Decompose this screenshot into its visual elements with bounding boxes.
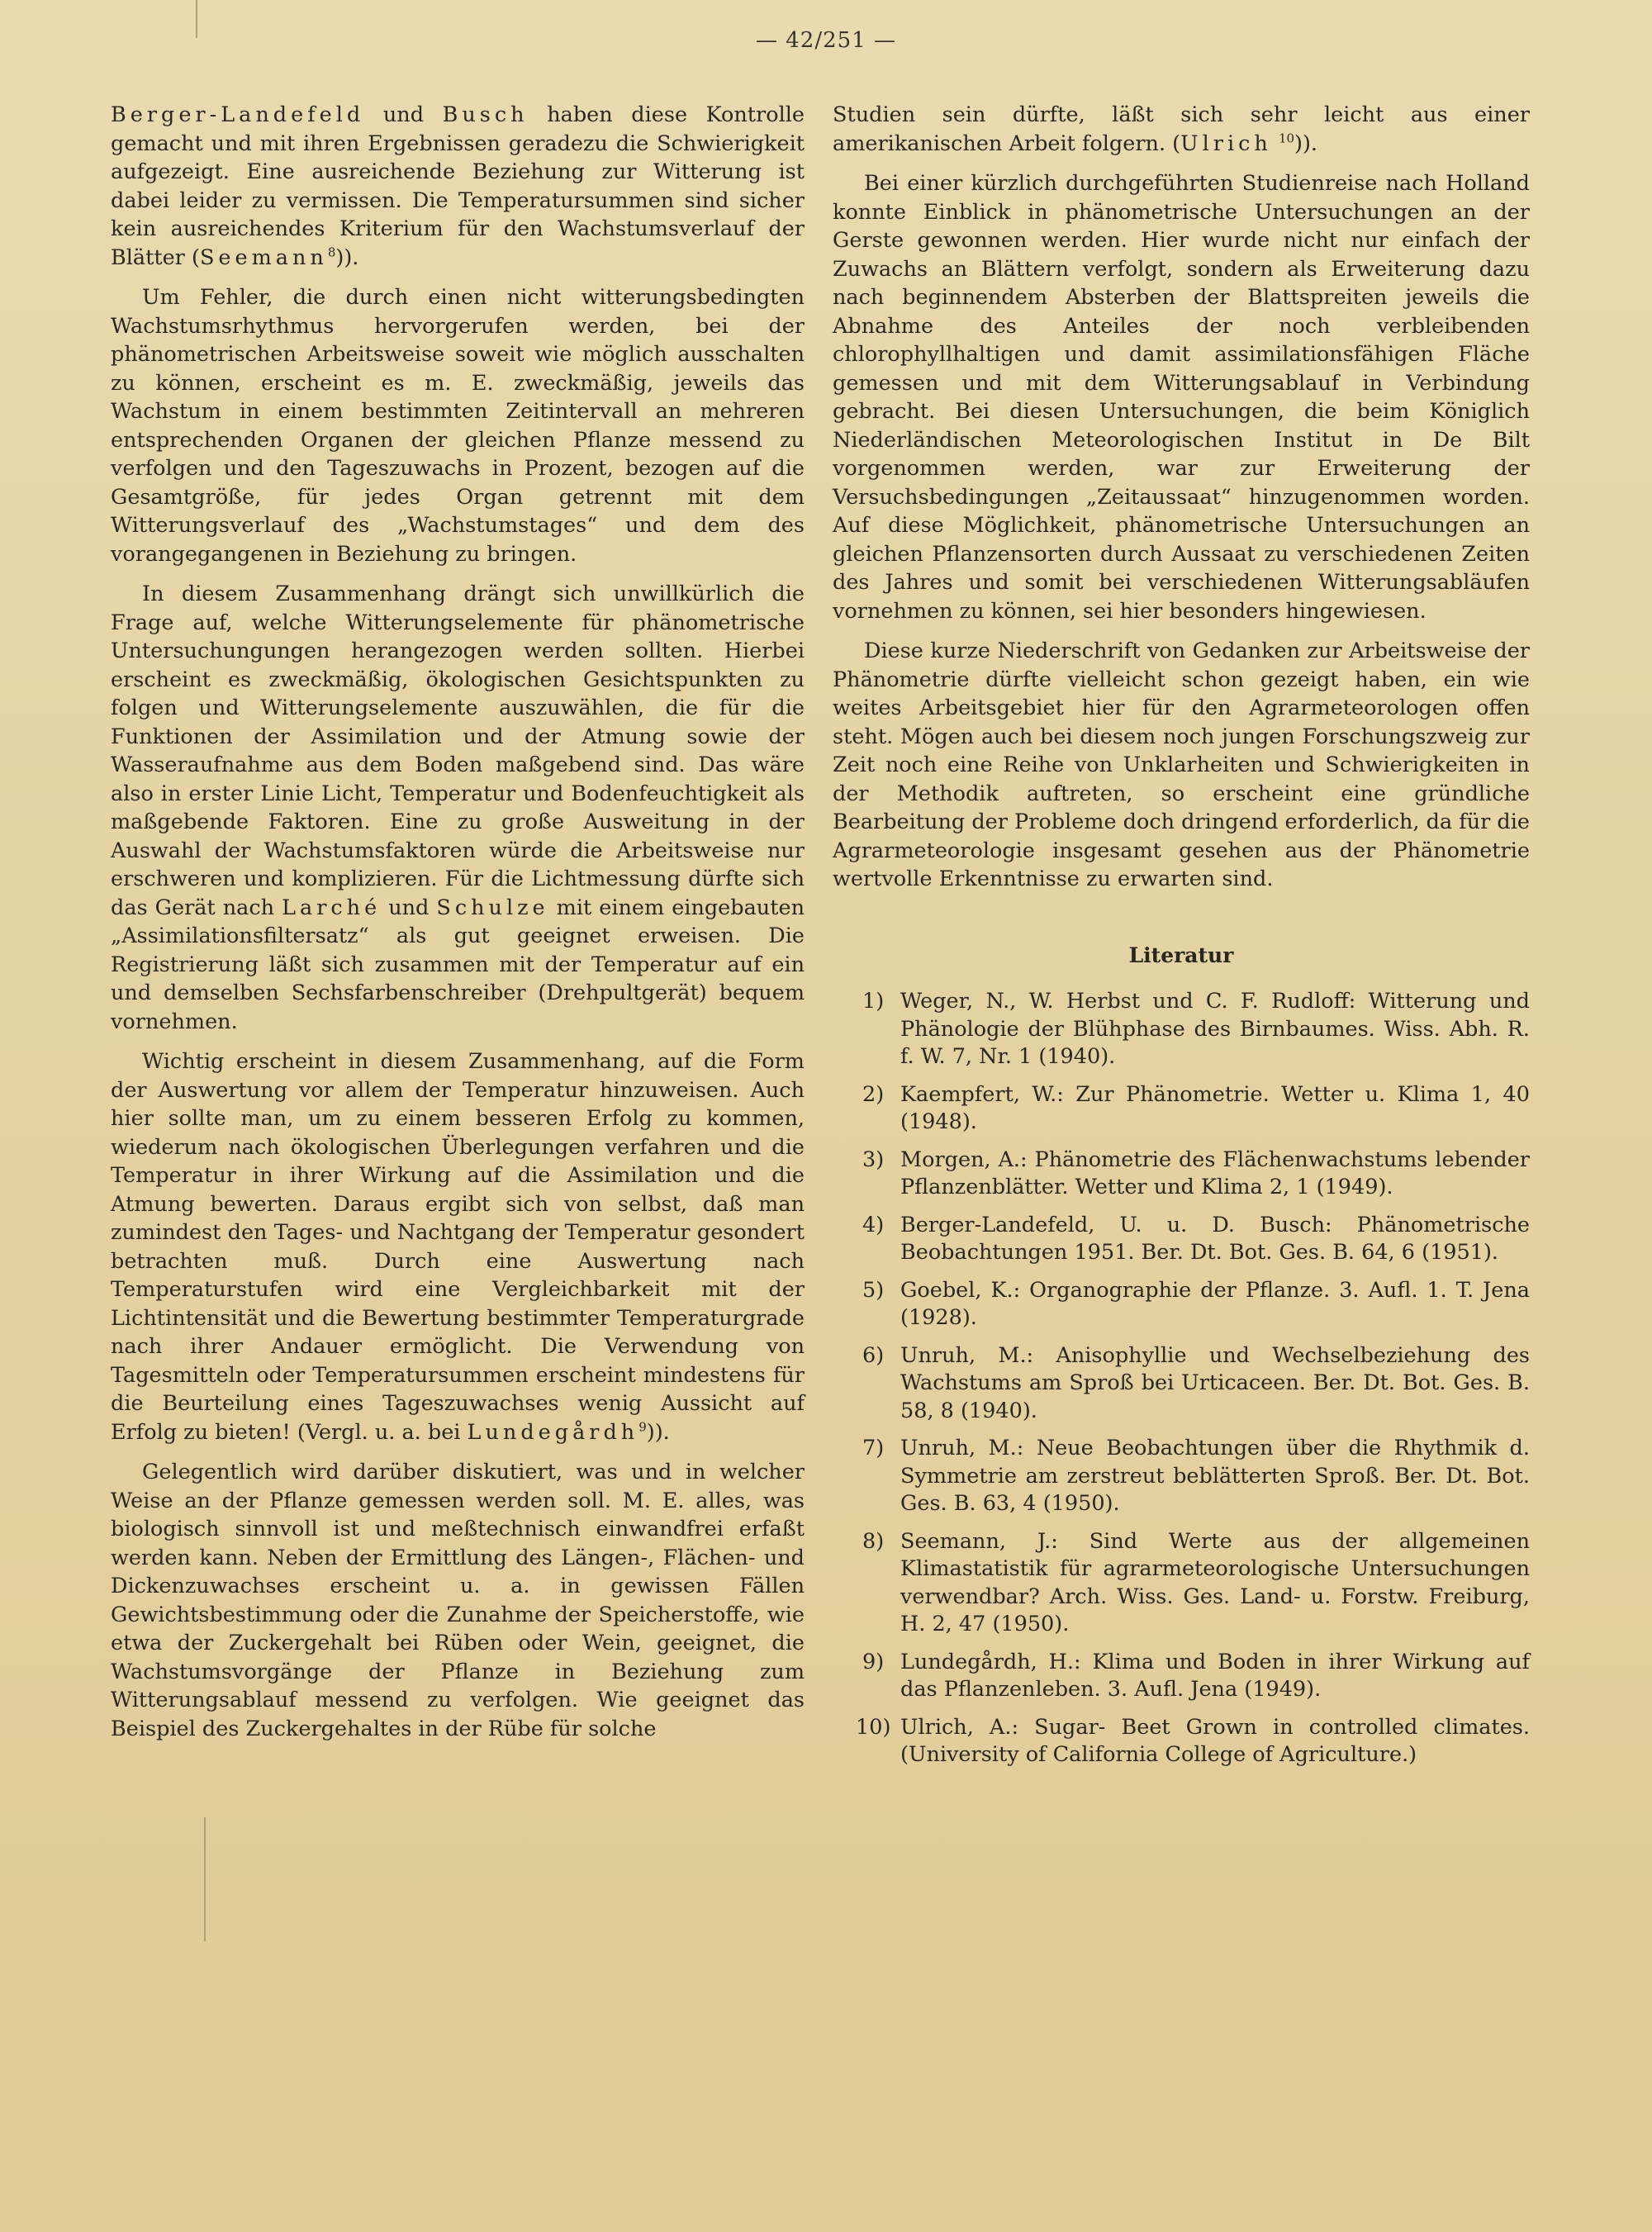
reference-item: 8) Seemann, J.: Sind Werte aus der allgemeinen Klimastatistik für agrarmeteorologische Untersuchungen verwendbar? Arch. Wiss. Ges. Land- u. Forstw. Freiburg, H. 2, 47 (1950).: [862, 1528, 1530, 1636]
paragraph: Gelegentlich wird darüber diskutiert, was und in welcher Weise an der Pflanze gemessen werden soll. M. E. alles, was biologisch sinnvoll ist und meßtechnisch einwandfrei erfaßt werden kann. Neben der Ermittlung des Längen-, Flächen- und Dickenzuwachses erscheint u. a. in gewissen Fällen Gewichtsbestimmung oder die Zunahme der Speicherstoffe, wie etwa der Zuckergehalt bei Rüben oder Wein, geeignet, die Wachstumsvorgänge der Pflanze in Beziehung zum Witterungsablauf messend zu verfolgen. Wie geeignet das Beispiel des Zuckergehaltes in der Rübe für solche: [111, 1460, 805, 1741]
reference-item: 5) Goebel, K.: Organographie der Pflanze. 3. Aufl. 1. T. Jena (1928).: [862, 1277, 1530, 1330]
reference-item: 10) Ulrich, A.: Sugar- Beet Grown in controlled climates. (University of California College of Agriculture.): [856, 1714, 1530, 1767]
paragraph: Wichtig erscheint in diesem Zusammenhang, auf die Form der Auswertung vor allem der Temperatur hinzuweisen. Auch hier sollte man, um zu einem besseren Erfolg zu kommen, wiederum nach ökologischen Überlegungen verfahren und die Temperatur in ihrer Wirkung auf die Assimilation und die Atmung bewerten. Daraus ergibt sich von selbst, daß man zumindest den Tages- und Nachtgang der Temperatur gesondert betrachten muß. Durch eine Auswertung nach Temperaturstufen wird eine Vergleichbarkeit mit der Lichtintensität und die Bewertung bestimmter Temperaturgrade nach ihrer Andauer ermöglicht. Die Verwendung von Tagesmitteln oder Temperatursummen erscheint mindestens für die Beurteilung eines Tageszuwachses wenig Aussicht auf Erfolg zu bieten! (Vergl. u. a. bei Lundegårdh$^9$)).: [111, 1049, 805, 1445]
paragraph: Um Fehler, die durch einen nicht witterungsbedingten Wachstumsrhythmus hervorgerufen werden, bei der phänometrischen Arbeitsweise soweit wie möglich ausschalten zu können, erscheint es m. E. zweckmäßig, jeweils das Wachstum in einem bestimmten Zeitintervall an mehreren entsprechenden Organen der gleichen Pflanze messend zu verfolgen und den Tageszuwachs in Prozent, bezogen auf die Gesamtgröße, für jedes Organ getrennt mit dem Witterungsverlauf des „Wachstumstages“ und dem des vorangegangenen in Beziehung zu bringen.: [111, 285, 805, 567]
reference-item: 3) Morgen, A.: Phänometrie des Flächenwachstums lebender Pflanzenblätter. Wetter und Klima 2, 1 (1949).: [862, 1147, 1530, 1199]
reference-item: 1) Weger, N., W. Herbst und C. F. Rudloff: Witterung und Phänologie der Blühphase des Birnbaumes. Wiss. Abh. R. f. W. 7, Nr. 1 (1940).: [862, 989, 1530, 1069]
reference-item: 2) Kaempfert, W.: Zur Phänometrie. Wetter u. Klima 1, 40 (1948).: [862, 1081, 1530, 1134]
reference-item: 9) Lundegårdh, H.: Klima und Boden in ihrer Wirkung auf das Pflanzenleben. 3. Aufl. Jena (1949).: [862, 1649, 1530, 1702]
left-column: [111, 101, 805, 1755]
margin-line-bottom: [204, 1817, 206, 1941]
reference-list: [833, 988, 1530, 1769]
reference-item: 6) Unruh, M.: Anisophyllie und Wechselbeziehung des Wachstums am Sproß bei Urticaceen. Ber. Dt. Bot. Ges. B. 58, 8 (1940).: [862, 1342, 1530, 1423]
page-number: — 42/251 —: [756, 28, 896, 53]
reference-item: 7) Unruh, M.: Neue Beobachtungen über die Rhythmik d. Symmetrie am zerstreut beblätterten Sproß. Ber. Dt. Bot. Ges. B. 63, 4 (1950).: [862, 1436, 1530, 1516]
paragraph: Berger-Landefeld und Busch haben diese Kontrolle gemacht und mit ihren Ergebnissen geradezu die Schwierigkeit aufgezeigt. Eine ausreichende Beziehung zur Witterung ist dabei leider zu vermissen. Die Temperatursummen sind sicher kein ausreichendes Kriterium für den Wachstumsverlauf der Blätter (Seemann$^8$)).: [111, 102, 805, 270]
reference-item: 4) Berger-Landefeld, U. u. D. Busch: Phänometrische Beobachtungen 1951. Ber. Dt. Bot. Ges. B. 64, 6 (1951).: [862, 1212, 1530, 1265]
paragraph: Bei einer kürzlich durchgeführten Studienreise nach Holland konnte Einblick in phänometrische Untersuchungen an der Gerste gewonnen werden. Hier wurde nicht nur einfach der Zuwachs an Blättern verfolgt, sondern als Erweiterung dazu nach beginnendem Absterben der Blattspreiten jeweils die Abnahme des Anteiles der noch verbleibenden chlorophyllhaltigen und damit assimilationsfähigen Fläche gemessen und mit dem Witterungsablauf in Verbindung gebracht. Bei diesen Untersuchungen, die beim Königlich Niederländischen Meteorologischen Institut in De Bilt vorgenommen werden, war zur Erweiterung der Versuchsbedingungen „Zeitaussaat“ hinzugenommen worden. Auf diese Möglichkeit, phänometrische Untersuchungen an gleichen Pflanzensorten durch Aussaat zu verschiedenen Zeiten des Jahres und somit bei verschiedenen Witterungsabläufen vornehmen zu können, sei hier besonders hingewiesen.: [833, 171, 1530, 624]
paragraph: In diesem Zusammenhang drängt sich unwillkürlich die Frage auf, welche Witterungselemente für phänometrische Untersuchungungen herangezogen werden sollten. Hierbei erscheint es zweckmäßig, ökologischen Gesichtspunkten zu folgen und Witterungselemente auszuwählen, die für die Funktionen der Assimilation und der Atmung sowie der Wasseraufnahme aus dem Boden maßgebend sind. Das wäre also in erster Linie Licht, Temperatur und Bodenfeuchtigkeit als maßgebende Faktoren. Eine zu große Ausweitung in der Auswahl der Wachstumsfaktoren würde die Arbeitsweise nur erschweren und komplizieren. Für die Lichtmessung dürfte sich das Gerät nach Larché und Schulze mit einem eingebauten „Assimilationsfiltersatz“ als gut geeignet erweisen. Die Registrierung läßt sich zusammen mit der Temperatur auf ein und demselben Sechsfarbenschreiber (Drehpultgerät) bequem vornehmen.: [111, 582, 805, 1034]
right-column: [833, 101, 1530, 1779]
paragraph: Diese kurze Niederschrift von Gedanken zur Arbeitsweise der Phänometrie dürfte vielleicht schon gezeigt haben, ein wie weites Arbeitsgebiet hier für den Agrarmeteorologen offen steht. Mögen auch bei diesem noch jungen Forschungszweig zur Zeit noch eine Reihe von Unklarheiten und Schwierigkeiten in der Methodik auftreten, so erscheint eine gründliche Bearbeitung der Probleme doch dringend erforderlich, da für die Agrarmeteorologie insgesamt gesehen aus der Phänometrie wertvolle Erkenntnisse zu erwarten sind.: [833, 639, 1530, 891]
paragraph: Studien sein dürfte, läßt sich sehr leicht aus einer amerikanischen Arbeit folgern. (Ulrich $^{10}$)).: [833, 102, 1530, 156]
literature-heading: Literatur: [1128, 943, 1234, 967]
